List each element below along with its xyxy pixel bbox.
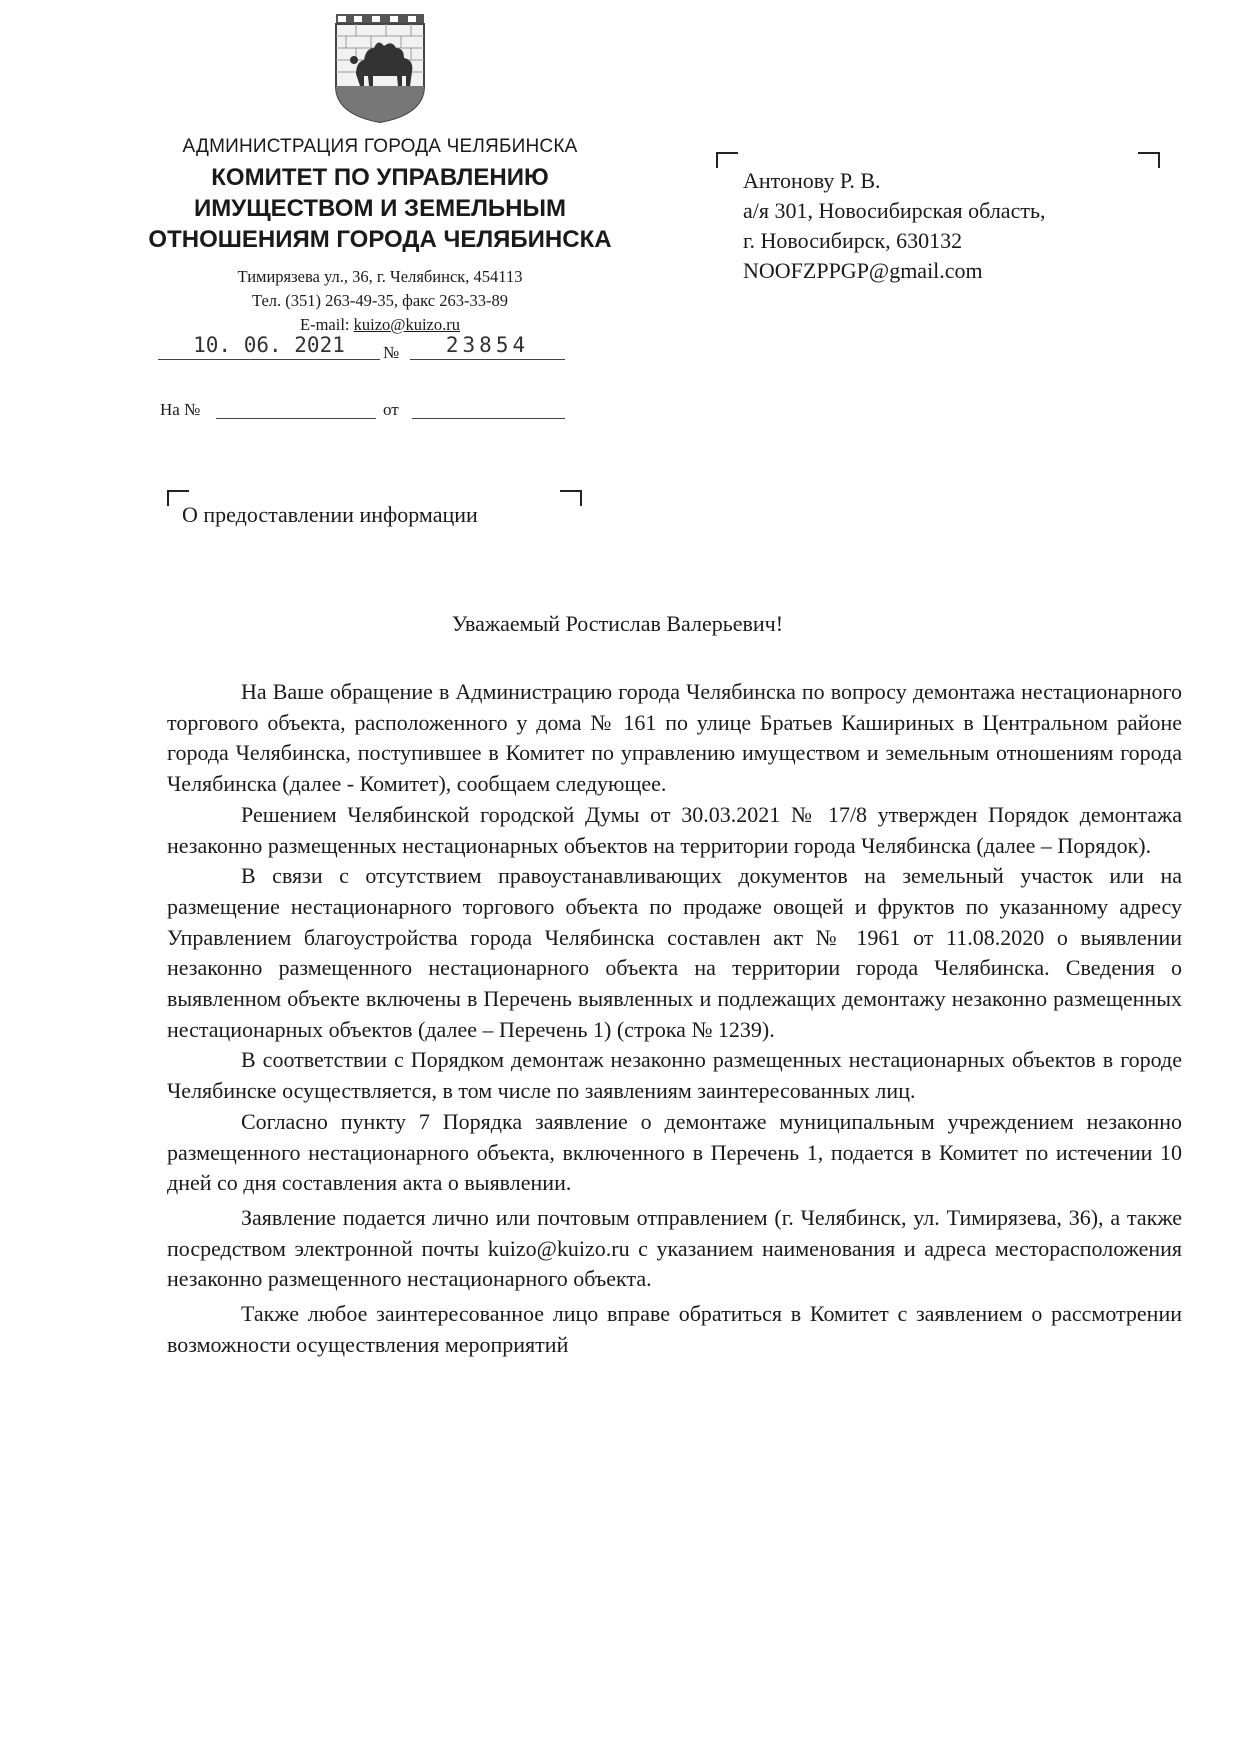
committee-name: КОМИТЕТ ПО УПРАВЛЕНИЮ ИМУЩЕСТВОМ И ЗЕМЕЛЬНЫМ ОТНОШЕНИЯМ ГОРОДА ЧЕЛЯБИНСКА bbox=[148, 164, 612, 253]
salutation: Уважаемый Ростислав Валерьевич! bbox=[451, 611, 784, 636]
sender-email: E-mail: kuizo@kuizo.ru bbox=[300, 315, 460, 334]
body-paragraph: Решением Челябинской городской Думы от 30.03.2021 № 17/8 утвержден Порядок демонтажа незаконно размещенных нестационарных объектов на территории города Челябинска (далее – Порядок). bbox=[167, 801, 1182, 858]
recipient-address-line1: а/я 301, Новосибирская область, bbox=[743, 198, 1046, 223]
recipient-name: Антонову Р. В. bbox=[743, 168, 881, 193]
sender-email-link[interactable]: kuizo@kuizo.ru bbox=[353, 315, 460, 334]
body-paragraph: Согласно пункту 7 Порядка заявление о демонтаже муниципальным учреждением незаконно размещенного нестационарного объекта, включенного в Перечень 1, подается в Комитет по истечении 10 дней со дня составления акта о выявлении. bbox=[167, 1108, 1182, 1196]
subject-corner-mark-right bbox=[560, 490, 582, 506]
sender-contacts bbox=[120, 265, 640, 337]
body-paragraph: На Ваше обращение в Администрацию города Челябинска по вопросу демонтажа нестационарного торгового объекта, расположенного у дома № 161 по улице Братьев Кашириных в Центральном районе города Челябинска, поступившее в Комитет по управлению имуществом и земельным отношениям города Челябинска (далее - Комитет), сообщаем следующее. bbox=[167, 679, 1182, 797]
reply-to-line bbox=[216, 418, 376, 419]
registration-number-label: № bbox=[383, 343, 400, 362]
body-paragraph: Также любое заинтересованное лицо вправе обратиться в Комитет с заявлением о рассмотрении возможности осуществления мероприятий bbox=[167, 1301, 1182, 1357]
sender-address: Тимирязева ул., 36, г. Челябинск, 454113 bbox=[237, 267, 523, 286]
body-paragraph: В связи с отсутствием правоустанавливающих документов на земельный участок или на размещение нестационарного торгового объекта по продаже овощей и фруктов по указанному адресу Управлением благоустройства города Челябинска составлен акт № 1961 от 11.08.2020 о выявлении незаконно размещенного нестационарного объекта на территории города Челябинска. Сведения о выявленном объекте включены в Перечень выявленных и подлежащих демонтажу незаконно размещенных нестационарных объектов (далее – Перечень 1) (строка № 1239). bbox=[167, 863, 1182, 1042]
body-paragraph: Заявление подается лично или почтовым отправлением (г. Челябинск, ул. Тимирязева, 36), а также посредством электронной почты kuizo@kuizo.ru с указанием наименования и адреса месторасположения незаконно размещенного нестационарного объекта. bbox=[167, 1204, 1182, 1292]
administration-name: АДМИНИСТРАЦИЯ ГОРОДА ЧЕЛЯБИНСКА bbox=[182, 136, 578, 157]
body-paragraph: В соответствии с Порядком демонтаж незаконно размещенных нестационарных объектов в городе Челябинске осуществляется, в том числе по заявлениям заинтересованных лиц. bbox=[167, 1047, 1182, 1104]
reply-from-label: от bbox=[383, 400, 399, 419]
recipient-address-line2: г. Новосибирск, 630132 bbox=[743, 228, 963, 253]
registration-date: 10. 06. 2021 bbox=[158, 333, 380, 360]
registration-number: 23854 bbox=[410, 333, 565, 360]
letter-subject: О предоставлении информации bbox=[182, 502, 478, 527]
reply-from-line bbox=[412, 418, 565, 419]
recipient-corner-mark-right bbox=[1138, 152, 1160, 168]
sender-phone: Тел. (351) 263-49-35, факс 263-33-89 bbox=[252, 291, 508, 310]
coat-of-arms-icon bbox=[326, 14, 434, 124]
letter-body bbox=[167, 677, 1182, 1360]
recipient-corner-mark-left bbox=[716, 152, 738, 168]
recipient-block bbox=[743, 166, 1045, 286]
recipient-email: NOOFZPPGP@gmail.com bbox=[743, 258, 983, 283]
sender-block bbox=[120, 136, 640, 337]
reply-to-label: На № bbox=[160, 400, 201, 419]
